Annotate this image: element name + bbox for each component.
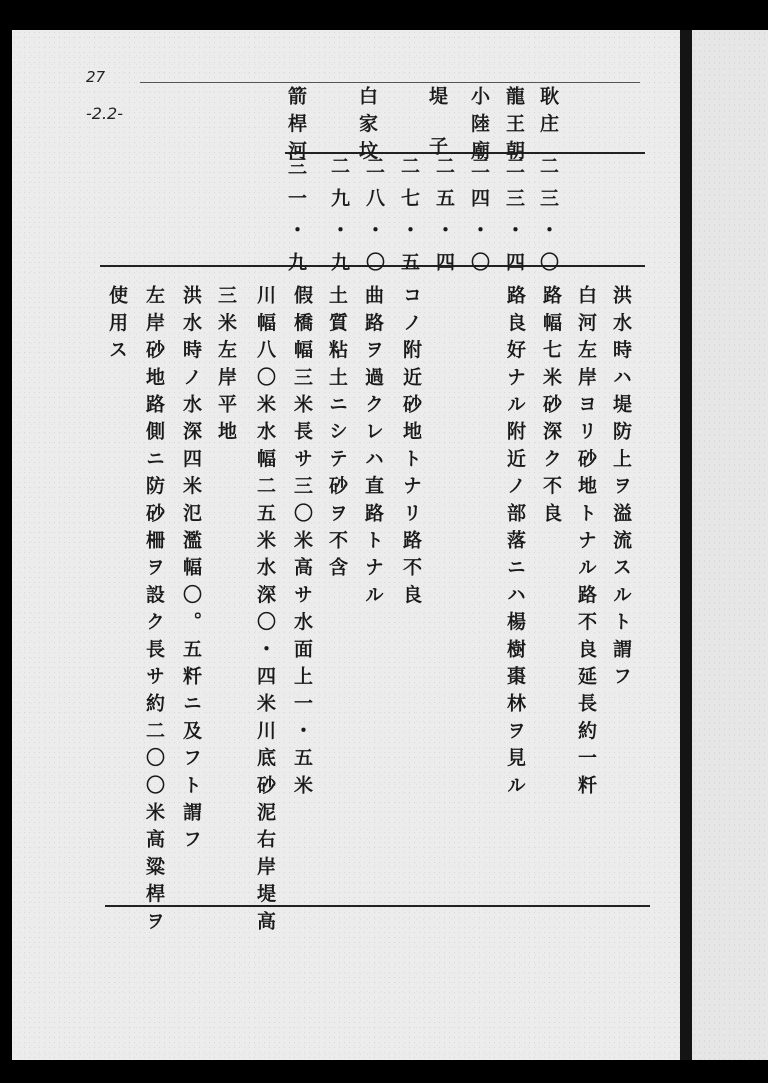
note-column: 使用ス	[106, 285, 128, 367]
bleed-through-text	[200, 140, 226, 280]
note-column: 三米左岸平地	[215, 285, 237, 449]
top-rule	[140, 82, 640, 83]
note-column: 川幅八〇米水幅二五米水深〇・四米川底砂泥右岸堤高	[254, 285, 276, 938]
note-column: 曲路ヲ過クレハ直路トナル	[362, 285, 384, 612]
place-name: 白家坟	[356, 86, 378, 168]
place-name: 小陸廟	[468, 86, 490, 168]
distance-value: 二三・〇	[537, 156, 559, 284]
bottom-rule	[105, 905, 650, 907]
page-reference-top: 27	[86, 68, 106, 86]
facing-page-edge	[692, 30, 768, 1060]
place-name: 箭桿河	[285, 86, 307, 168]
distance-value: 二七・五	[398, 156, 420, 284]
note-column: 假橋幅三米長サ三〇米高サ水面上一・五米	[291, 285, 313, 802]
note-column: 洪水時ノ水深四米氾濫幅〇。五粁ニ及フト謂フ	[180, 285, 202, 857]
distance-value: 二三・四	[503, 156, 525, 284]
note-column: 洪水時ハ堤防上ヲ溢流スルト謂フ	[610, 285, 632, 693]
note-column: 土質粘土ニシテ砂ヲ不含	[326, 285, 348, 585]
place-name: 堤子	[426, 86, 448, 186]
page-reference-side: -2.2-	[86, 104, 123, 123]
note-column: 左岸砂地路側ニ防砂柵ヲ設ク長サ約二〇〇米高粱桿ヲ	[143, 285, 165, 938]
place-name: 龍王朝	[503, 86, 525, 168]
note-column: 路良好ナル附近ノ部落ニハ楊樹棗林ヲ見ル	[504, 285, 526, 802]
note-column: コノ附近砂地トナリ路不良	[400, 285, 422, 612]
header-rule	[285, 152, 645, 154]
note-column: 路幅七米砂深ク不良	[540, 285, 562, 530]
book-binding-gutter	[680, 30, 692, 1060]
distance-value: 三一・九	[285, 156, 307, 284]
distance-value: 二四・〇	[468, 156, 490, 284]
distance-value: 二五・四	[433, 156, 455, 284]
distance-value: 二八・〇	[363, 156, 385, 284]
distance-value: 二九・九	[328, 156, 350, 284]
place-name: 耿庄	[537, 86, 559, 141]
note-column: 白河左岸ヨリ砂地トナル路不良延長約一粁	[575, 285, 597, 802]
